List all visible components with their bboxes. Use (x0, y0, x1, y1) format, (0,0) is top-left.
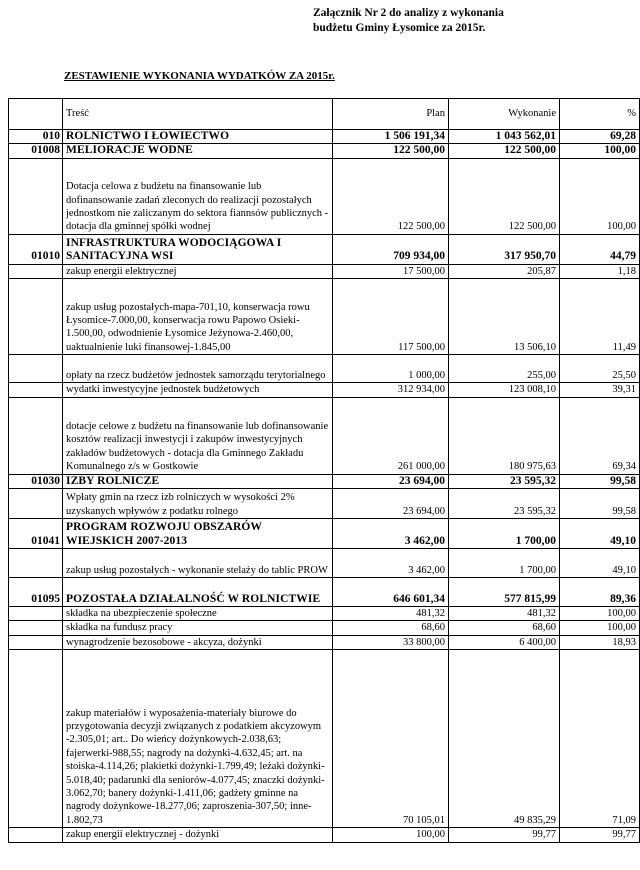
row-description: IZBY ROLNICZE (63, 474, 333, 488)
row-code (9, 489, 63, 519)
row-percent: 11,49 (560, 279, 640, 355)
row-code (9, 397, 63, 474)
column-header-code (9, 99, 63, 130)
row-percent: 69,28 (560, 130, 640, 144)
row-plan: 33 800,00 (333, 635, 449, 649)
row-code: 01095 (9, 578, 63, 607)
report-heading: ZESTAWIENIE WYKONANIA WYDATKÓW ZA 2015r. (64, 70, 335, 82)
row-description: POZOSTAŁA DZIAŁALNOŚĆ W ROLNICTWIE (63, 578, 333, 607)
row-percent: 99,77 (560, 828, 640, 842)
row-description: wynagrodzenie bezosobowe - akcyza, dożynki (63, 635, 333, 649)
column-header-plan: Plan (333, 99, 449, 130)
row-plan: 3 462,00 (333, 519, 449, 549)
row-description: składka na ubezpieczenie społeczne (63, 607, 333, 621)
row-plan: 3 462,00 (333, 549, 449, 578)
row-percent: 100,00 (560, 144, 640, 158)
row-description: zakup energii elektrycznej - dożynki (63, 828, 333, 842)
table-row (9, 397, 640, 474)
row-percent: 1,18 (560, 264, 640, 278)
row-code (9, 549, 63, 578)
attachment-header-line1: Załącznik Nr 2 do analizy z wykonania (313, 7, 504, 19)
section-row (9, 130, 640, 144)
row-description: składka na fundusz pracy (63, 621, 333, 635)
table-row (9, 383, 640, 397)
row-code (9, 635, 63, 649)
row-description: dotacje celowe z budżetu na finansowanie lub dofinansowanie kosztów realizacji inwestycji i zakupów inwestycyjnych zakładów budżetowych - dotacja dla Gminnego Zakładu Komunalnego z/s w Gostkowie (63, 397, 333, 474)
row-plan: 709 934,00 (333, 234, 449, 264)
row-description: PROGRAM ROZWOJU OBSZARÓW WIEJSKICH 2007-2013 (63, 519, 333, 549)
row-percent: 25,50 (560, 355, 640, 383)
row-code (9, 607, 63, 621)
row-percent: 100,00 (560, 607, 640, 621)
column-header-execution: Wykonanie (449, 99, 560, 130)
row-description: opłaty na rzecz budżetów jednostek samorządu terytorialnego (63, 355, 333, 383)
row-description: INFRASTRUKTURA WODOCIĄGOWA I SANITACYJNA WSI (63, 234, 333, 264)
row-description: zakup materiałów i wyposażenia-materiały biurowe do przygotowania decyzji związanych z podatkiem akcyzowym -2.305,01; art.. Do wieńcy dożynkowych-2.038,63; fajerwerki-988,55; nagrody na dożynki-4.632,45; art. na stoiska-4.114,26; plakietki dożynki-1.799,49; leżaki dożynki-5.018,40; padarunki dla seniorów-4.077,45; znaczki dożynki-3.062,70; banery dożynki-1.411,06; gadżety gminne na nagrody dożynkowe-18.277,06; zaproszenia-307,50; inne-1.802,73 (63, 650, 333, 828)
table-row (9, 264, 640, 278)
row-execution: 68,60 (449, 621, 560, 635)
row-description: wydatki inwestycyjne jednostek budżetowych (63, 383, 333, 397)
row-execution: 49 835,29 (449, 650, 560, 828)
table-header-row (9, 99, 640, 130)
column-header-description: Treść (63, 99, 333, 130)
row-plan: 261 000,00 (333, 397, 449, 474)
row-execution: 23 595,32 (449, 474, 560, 488)
row-percent: 49,10 (560, 549, 640, 578)
row-plan: 122 500,00 (333, 144, 449, 158)
row-execution: 205,87 (449, 264, 560, 278)
row-description: Wpłaty gmin na rzecz izb rolniczych w wysokości 2% uzyskanych wpływów z podatku rolnego (63, 489, 333, 519)
attachment-header-line2: budżetu Gminy Łysomice za 2015r. (313, 22, 486, 34)
row-execution: 123 008,10 (449, 383, 560, 397)
row-execution: 180 975,63 (449, 397, 560, 474)
row-code (9, 158, 63, 234)
section-row (9, 234, 640, 264)
row-execution: 23 595,32 (449, 489, 560, 519)
row-percent: 99,58 (560, 474, 640, 488)
table-row (9, 650, 640, 828)
row-execution: 1 043 562,01 (449, 130, 560, 144)
row-percent: 44,79 (560, 234, 640, 264)
row-percent: 100,00 (560, 621, 640, 635)
row-code: 01008 (9, 144, 63, 158)
row-description: zakup usług pozostałych - wykonanie stelaży do tablic PROW (63, 549, 333, 578)
row-execution: 13 506,10 (449, 279, 560, 355)
row-code: 010 (9, 130, 63, 144)
row-plan: 23 694,00 (333, 474, 449, 488)
row-execution: 122 500,00 (449, 158, 560, 234)
section-row (9, 144, 640, 158)
row-code (9, 264, 63, 278)
row-plan: 117 500,00 (333, 279, 449, 355)
row-execution: 481,32 (449, 607, 560, 621)
row-execution: 6 400,00 (449, 635, 560, 649)
row-code (9, 279, 63, 355)
row-plan: 1 506 191,34 (333, 130, 449, 144)
section-row (9, 578, 640, 607)
row-percent: 18,93 (560, 635, 640, 649)
row-execution: 577 815,99 (449, 578, 560, 607)
row-percent: 39,31 (560, 383, 640, 397)
table-row (9, 607, 640, 621)
row-execution: 99,77 (449, 828, 560, 842)
row-percent: 69,34 (560, 397, 640, 474)
row-code (9, 650, 63, 828)
row-code (9, 828, 63, 842)
row-execution: 255,00 (449, 355, 560, 383)
row-plan: 481,32 (333, 607, 449, 621)
row-percent: 99,58 (560, 489, 640, 519)
section-row (9, 474, 640, 488)
row-execution: 1 700,00 (449, 549, 560, 578)
section-row (9, 519, 640, 549)
column-header-percent: % (560, 99, 640, 130)
row-plan: 68,60 (333, 621, 449, 635)
row-plan: 646 601,34 (333, 578, 449, 607)
row-code (9, 355, 63, 383)
row-percent: 89,36 (560, 578, 640, 607)
row-code (9, 383, 63, 397)
row-execution: 317 950,70 (449, 234, 560, 264)
row-percent: 49,10 (560, 519, 640, 549)
row-code (9, 621, 63, 635)
table-row (9, 549, 640, 578)
row-code: 01041 (9, 519, 63, 549)
table-row (9, 635, 640, 649)
row-plan: 312 934,00 (333, 383, 449, 397)
expenditure-table (8, 98, 640, 843)
table-row (9, 158, 640, 234)
row-code: 01030 (9, 474, 63, 488)
row-execution: 122 500,00 (449, 144, 560, 158)
row-description: Dotacja celowa z budżetu na finansowanie lub dofinansowanie zadań zleconych do realizacji pozostałych jednostkom nie zaliczanym do sektora fiannsów publicznych - dotacja dla gminnej spółki wodnej (63, 158, 333, 234)
table-row (9, 489, 640, 519)
row-execution: 1 700,00 (449, 519, 560, 549)
row-plan: 100,00 (333, 828, 449, 842)
row-description: MELIORACJE WODNE (63, 144, 333, 158)
row-plan: 122 500,00 (333, 158, 449, 234)
table-row (9, 355, 640, 383)
row-plan: 1 000,00 (333, 355, 449, 383)
row-description: zakup usług pozostałych-mapa-701,10, konserwacja rowu Łysomice-7.000,00, konserwacja rowu Papowo Osieki-1.500,00, odwodnienie Łysomice Jeżynowa-2.460,00, uaktualnienie luki finansowej-1.845,00 (63, 279, 333, 355)
row-plan: 70 105,01 (333, 650, 449, 828)
table-row (9, 279, 640, 355)
row-code: 01010 (9, 234, 63, 264)
row-percent: 71,09 (560, 650, 640, 828)
attachment-header (313, 6, 504, 36)
row-plan: 23 694,00 (333, 489, 449, 519)
row-description: ROLNICTWO I ŁOWIECTWO (63, 130, 333, 144)
row-percent: 100,00 (560, 158, 640, 234)
row-plan: 17 500,00 (333, 264, 449, 278)
table-row (9, 621, 640, 635)
row-description: zakup energii elektrycznej (63, 264, 333, 278)
table-row (9, 828, 640, 842)
